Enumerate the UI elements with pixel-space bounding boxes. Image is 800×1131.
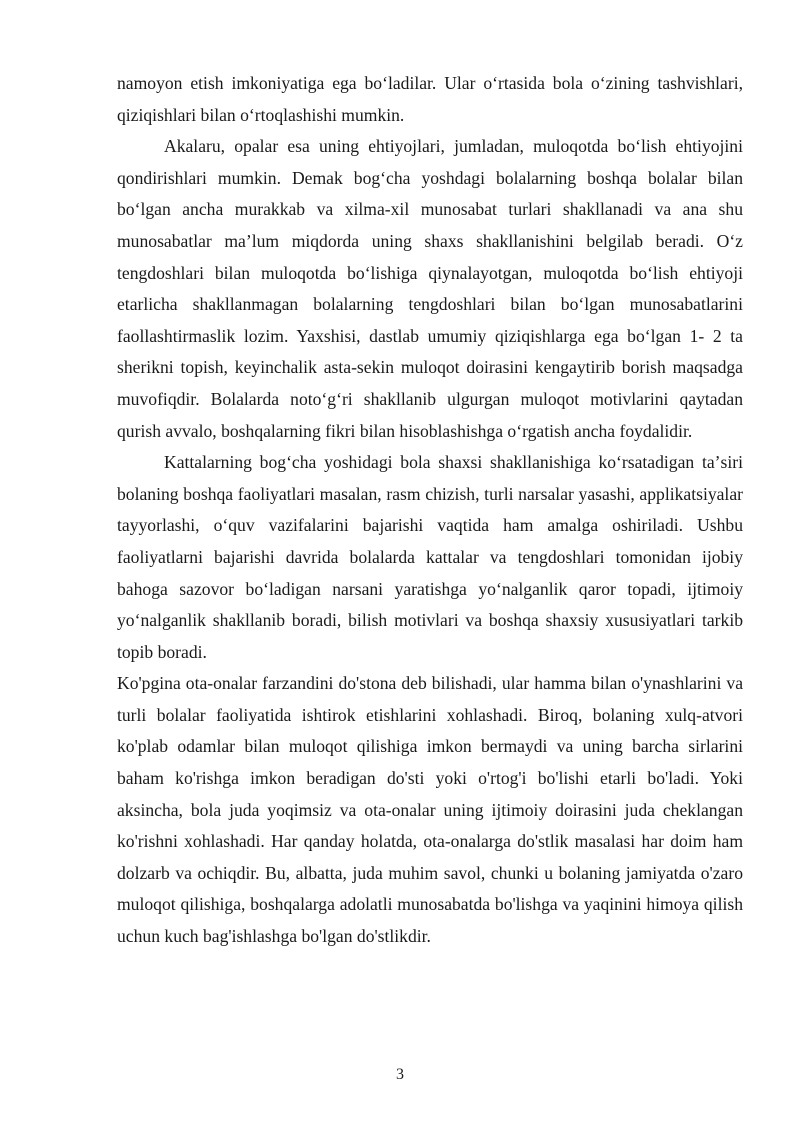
document-body [117, 68, 743, 953]
page-number: 3 [396, 1066, 404, 1083]
paragraph-friendship: Ko'pgina ota-onalar farzandini do'stona deb bilishadi, ular hamma bilan o'ynashlarini va turli bolalar faoliyatida ishtirok etishlarini xohlashadi. Biroq, bolaning xulq-atvori ko'plab odamlar bilan muloqot qilishiga imkon bermaydi va uning barcha sirlarini baham ko'rishga imkon beradigan do'sti yoki o'rtog'i bo'lishi etarli bo'ladi. Yoki aksincha, bola juda yoqimsiz va ota-onalar uning ijtimoiy doirasini juda cheklangan ko'rishni xohlashadi. Har qanday holatda, ota-onalarga do'stlik masalasi har doim ham dolzarb va ochiqdir. Bu, albatta, juda muhim savol, chunki u bolaning jamiyatda o'zaro muloqot qilishiga, boshqalarga adolatli munosabatda bo'lishga va yaqinini himoya qilish uchun kuch bag'ishlashga bo'lgan do'stlikdir. [117, 673, 743, 947]
paragraph-siblings-needs: Akalaru, opalar esa uning ehtiyojlari, jumladan, muloqotda boʻlish ehtiyojini qondirishlari mumkin. Demak bogʻcha yoshdagi bolalarning boshqa bolalar bilan boʻlgan ancha murakkab va xilma-xil munosabat turlari shakllanadi va ana shu munosabatlar maʼlum miqdorda uning shaxs shakllanishini belgilab beradi. Oʻz tengdoshlari bilan muloqotda boʻlishiga qiynalayotgan, muloqotda boʻlish ehtiyoji etarlicha shakllanmagan bolalarning tengdoshlari bilan boʻlgan munosabatlarini faollashtirmaslik lozim. Yaxshisi, dastlab umumiy qiziqishlarga ega boʻlgan 1- 2 ta sherikni topish, keyinchalik asta-sekin muloqot doirasini kengaytirib borish maqsadga muvofiqdir. Bolalarda notoʻgʻri shakllanib ulgurgan muloqot motivlarini qaytadan qurish avvalo, boshqalarning fikri bilan hisoblashishga oʻrgatish ancha foydalidir. [117, 136, 743, 441]
paragraph-continuation: namoyon etish imkoniyatiga ega boʻladilar. Ular oʻrtasida bola oʻzining tashvishlari, qiziqishlari bilan oʻrtoqlashishi mumkin. [117, 73, 743, 125]
paragraph-adults-influence: Kattalarning bogʻcha yoshidagi bola shaxsi shakllanishiga koʻrsatadigan taʼsiri bolaning boshqa faoliyatlari masalan, rasm chizish, turli narsalar yasashi, applikatsiyalar tayyorlashi, oʻquv vazifalarini bajarishi vaqtida ham amalga oshiriladi. Ushbu faoliyatlarni bajarishi davrida bolalarda kattalar va tengdoshlari tomonidan ijobiy bahoga sazovor boʻladigan narsani yaratishga yoʻnalganlik qaror topadi, ijtimoiy yoʻnalganlik shakllanib boradi, bilish motivlari va boshqa shaxsiy xususiyatlari tarkib topib boradi. [117, 452, 743, 662]
